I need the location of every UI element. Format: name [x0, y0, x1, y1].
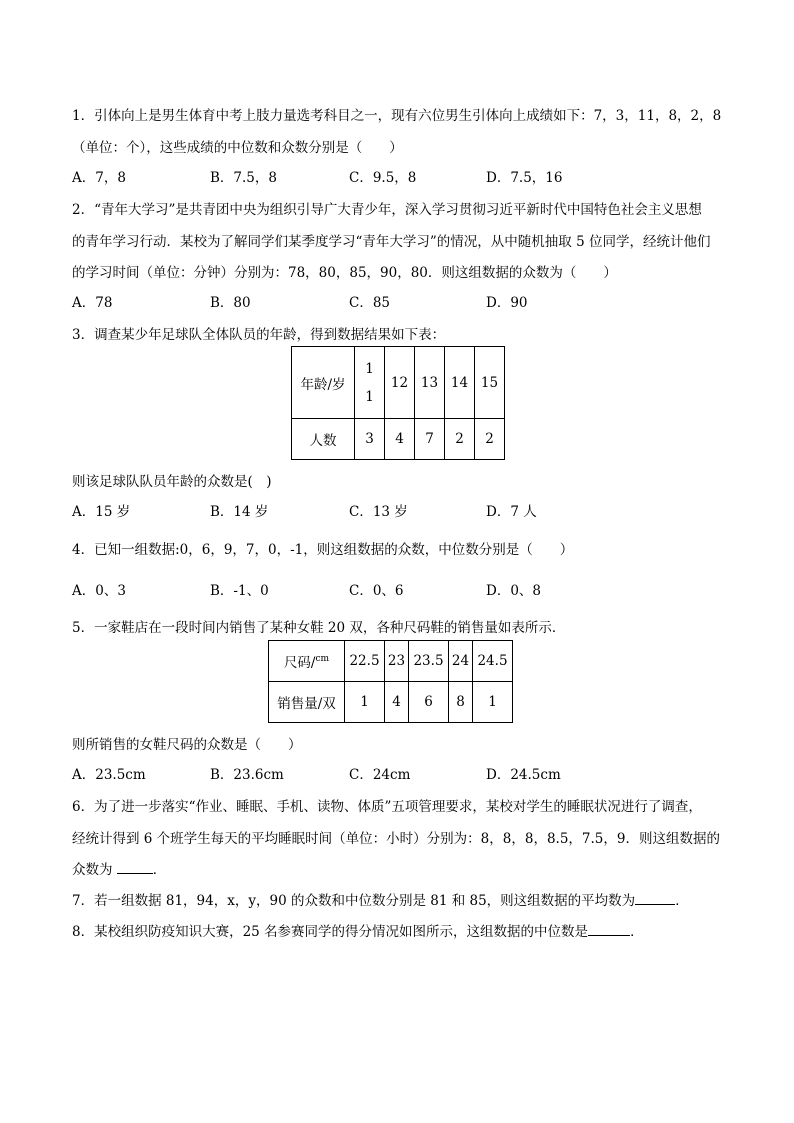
- q3-line1: 3．调查某少年足球队全体队员的年龄，得到数据结果如下表：: [72, 327, 446, 343]
- q6-line3-end: ．: [152, 862, 167, 878]
- q1-option-c: C．9.5，8: [349, 170, 417, 186]
- q3-option-b: B．14 岁: [210, 504, 269, 520]
- q3-option-d: D．7 人: [486, 504, 537, 520]
- q6-line2: 经统计得到 6 个班学生每天的平均睡眠时间（单位：小时）分别为：8，8，8，8.5，7.5，9．则这组数据的: [72, 831, 720, 847]
- q5-sales-header: 销售量/双: [269, 682, 345, 723]
- q5-option-a: A．23.5cm: [72, 767, 146, 783]
- q5-size-table: [268, 640, 513, 723]
- q2-option-d: D．90: [486, 295, 528, 311]
- q7-text: 7．若一组数据 81，94，x，y，90 的众数和中位数分别是 81 和 85，则这组数据的平均数为: [72, 893, 636, 909]
- q5-sales-cell: 8: [449, 682, 473, 723]
- q7-answer-blank[interactable]: [635, 890, 675, 905]
- q2-line2: 的青年学习行动．某校为了解同学们某季度学习“青年大学习”的情况，从中随机抽取 5 位同学，经统计他们: [72, 234, 711, 250]
- q3-age-first-bottom: 1: [365, 388, 374, 405]
- q3-age-table: [291, 346, 505, 460]
- q5-size-cell: 24: [449, 641, 473, 682]
- q6-line1: 6．为了进一步落实“作业、睡眠、手机、读物、体质”五项管理要求，某校对学生的睡眠状况进行了调查，: [72, 799, 702, 815]
- q4-option-d: D．0、8: [486, 583, 542, 599]
- q5-size-row: [269, 641, 513, 682]
- q1-line2: （单位：个），这些成绩的中位数和众数分别是（ ）: [72, 140, 403, 156]
- q4-line1: 4．已知一组数据:0，6，9，7，0，-1，则这组数据的众数，中位数分别是（ ）: [72, 542, 574, 558]
- q6-line3-text: 众数为: [72, 862, 117, 878]
- q5-size-header-label: 尺码/: [283, 655, 316, 671]
- q5-sales-cell: 1: [345, 682, 385, 723]
- q5-size-header: [269, 641, 345, 682]
- q8-text: 8．某校组织防疫知识大赛，25 名参赛同学的得分情况如图所示，这组数据的中位数是: [72, 924, 589, 940]
- q5-line1: 5．一家鞋店在一段时间内销售了某种女鞋 20 双，各种尺码鞋的销售量如表所示．: [72, 620, 566, 636]
- q5-sales-row: [269, 682, 513, 723]
- q2-line1: 2．“青年大学习”是共青团中央为组织引导广大青少年，深入学习贯彻习近平新时代中国特色社会主义思想: [72, 202, 702, 218]
- q8-end: ．: [630, 924, 644, 940]
- q1-option-a: A．7，8: [72, 170, 126, 186]
- q3-count-row: [292, 419, 505, 460]
- q1-option-b: B．7.5，8: [210, 170, 277, 186]
- q3-age-row: [292, 347, 505, 419]
- q3-age-header: 年龄/岁: [292, 347, 355, 419]
- q5-after: 则所销售的女鞋尺码的众数是（ ）: [72, 737, 302, 753]
- q5-size-unit: cm: [315, 654, 330, 664]
- q5-option-b: B．23.6cm: [210, 767, 284, 783]
- q3-count-header: 人数: [292, 419, 355, 460]
- q6-answer-blank[interactable]: [117, 859, 153, 874]
- q5-size-cell: 23: [385, 641, 409, 682]
- q3-age-cell: 14: [445, 347, 475, 419]
- q3-count-cell: 3: [355, 419, 385, 460]
- q5-size-cell: 22.5: [345, 641, 385, 682]
- q2-option-b: B．80: [210, 295, 251, 311]
- q4-option-b: B．-1、0: [210, 583, 269, 599]
- q4-option-a: A．0、3: [72, 583, 126, 599]
- q5-size-cell: 24.5: [473, 641, 513, 682]
- q3-count-cell: 2: [445, 419, 475, 460]
- q8-line: [72, 920, 644, 940]
- q3-option-a: A．15 岁: [72, 504, 131, 520]
- q3-after: 则该足球队队员年龄的众数是( ): [72, 474, 272, 490]
- q7-line: [72, 889, 689, 909]
- q3-age-cell: 15: [475, 347, 505, 419]
- q5-option-d: D．24.5cm: [486, 767, 561, 783]
- q5-sales-cell: 1: [473, 682, 513, 723]
- q3-age-cell: 12: [385, 347, 415, 419]
- q3-count-cell: 2: [475, 419, 505, 460]
- q3-age-cell: 13: [415, 347, 445, 419]
- q7-end: ．: [675, 893, 689, 909]
- q3-option-c: C．13 岁: [349, 504, 408, 520]
- q6-line3: [72, 858, 166, 878]
- q5-sales-cell: 4: [385, 682, 409, 723]
- q8-answer-blank[interactable]: [588, 921, 630, 936]
- q3-age-cell-first: [355, 347, 385, 419]
- q2-line3: 的学习时间（单位：分钟）分别为：78，80，85，90，80．则这组数据的众数为（ ）: [72, 265, 617, 281]
- q1-option-d: D．7.5，16: [486, 170, 563, 186]
- q3-count-cell: 7: [415, 419, 445, 460]
- q2-option-c: C．85: [349, 295, 391, 311]
- q3-age-first-top: 1: [365, 360, 374, 377]
- q5-sales-cell: 6: [409, 682, 449, 723]
- q1-line1: 1．引体向上是男生体育中考上肢力量选考科目之一，现有六位男生引体向上成绩如下：7，3，11，8，2，8: [72, 108, 722, 124]
- q4-option-c: C．0、6: [349, 583, 404, 599]
- q5-size-cell: 23.5: [409, 641, 449, 682]
- q5-option-c: C．24cm: [349, 767, 411, 783]
- q3-count-cell: 4: [385, 419, 415, 460]
- q2-option-a: A．78: [72, 295, 113, 311]
